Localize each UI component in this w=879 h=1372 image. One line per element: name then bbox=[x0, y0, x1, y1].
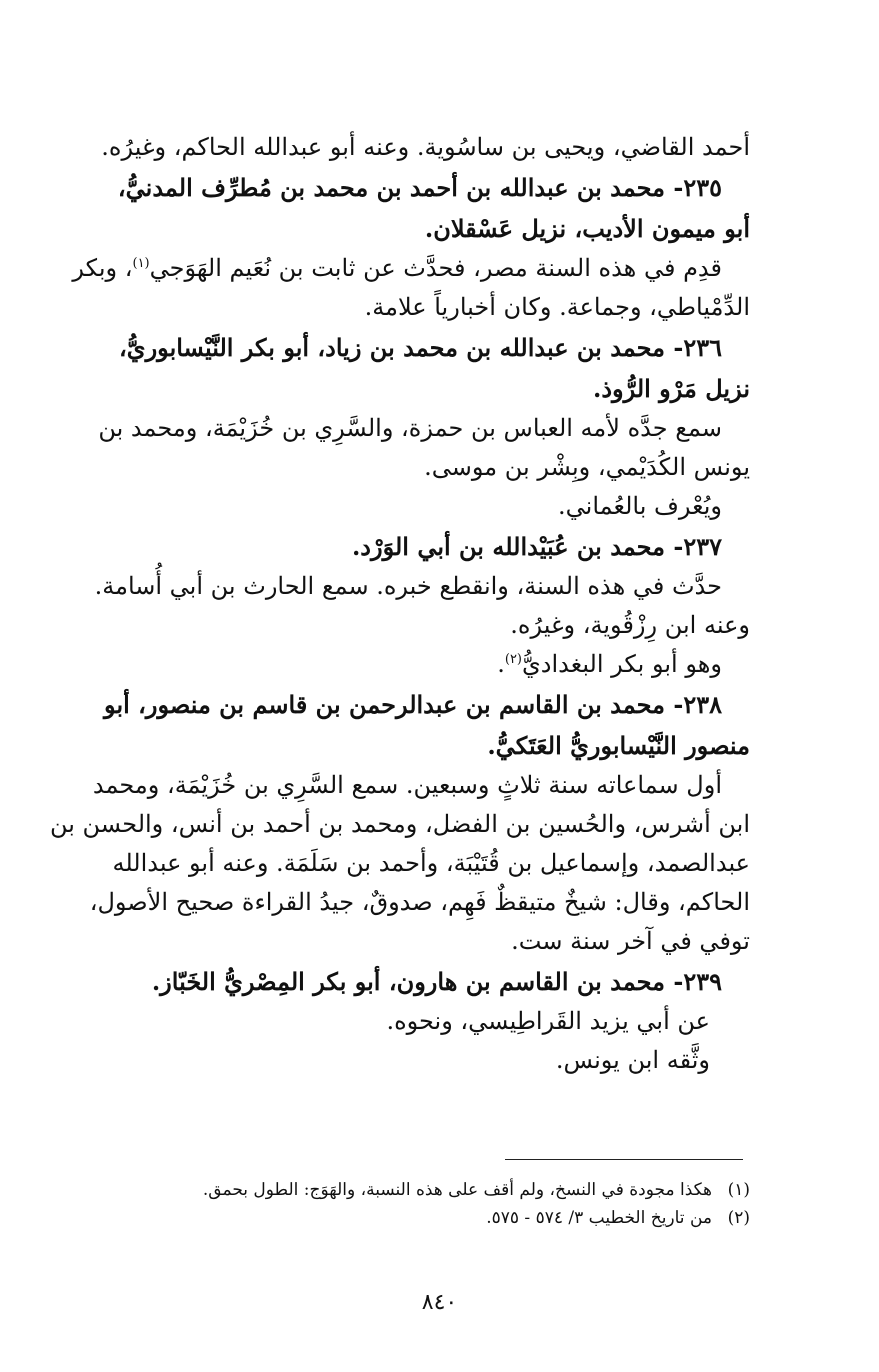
entry-heading-236: ٢٣٦- محمد بن عبدالله بن محمد بن زياد، أبو بكر النَّيْسابوريُّ، bbox=[119, 333, 722, 362]
text-segment: ، وبكر bbox=[72, 254, 133, 282]
text-line bbox=[100, 645, 750, 684]
text-line: عبدالصمد، وإسماعيل بن قُتَيْبَة، وأحمد بن سَلَمَة. وعنه أبو عبدالله bbox=[112, 849, 750, 877]
footnote-number: (١) bbox=[727, 1180, 750, 1200]
text-segment: وهو أبو بكر البغداديُّ bbox=[522, 650, 722, 678]
text-line: سمع جدَّه لأمه العباس بن حمزة، والسَّرِي بن خُزَيْمَة، ومحمد بن bbox=[98, 414, 722, 442]
entry-heading-239: ٢٣٩- محمد بن القاسم بن هارون، أبو بكر المِصْريُّ الخَبّاز. bbox=[151, 967, 722, 996]
footnotes bbox=[100, 1176, 750, 1232]
text-line: ويُعْرف بالعُماني. bbox=[558, 492, 722, 520]
text-line: وثَّقه ابن يونس. bbox=[555, 1046, 710, 1074]
text-line: يونس الكُدَيْمي، وبِشْر بن موسى. bbox=[424, 453, 750, 481]
footnote-text: هكذا مجودة في النسخ، ولم أقف على هذه النسبة، والهَوَج: الطول بحمق. bbox=[202, 1180, 712, 1200]
text-line bbox=[72, 249, 750, 288]
footnote-2 bbox=[100, 1204, 750, 1232]
text-line: أحمد القاضي، ويحيى بن ساسُوية. وعنه أبو عبدالله الحاكم، وغيرُه. bbox=[101, 133, 750, 161]
footnote-text: من تاريخ الخطيب ٣/ ٥٧٤ - ٥٧٥. bbox=[486, 1208, 712, 1228]
main-text bbox=[49, 128, 750, 1080]
text-segment: . bbox=[497, 650, 505, 678]
entry-heading-238-cont: منصور النَّيْسابوريُّ العَتَكيُّ. bbox=[487, 731, 750, 760]
footnote-number: (٢) bbox=[727, 1208, 750, 1228]
text-line: عن أبي يزيد القَراطِيسي، ونحوه. bbox=[386, 1007, 710, 1035]
text-line: أول سماعاته سنة ثلاثٍ وسبعين. سمع السَّرِي بن خُزَيْمَة، ومحمد bbox=[92, 771, 722, 799]
entry-heading-236-cont: نزيل مَرْو الرُّوذ. bbox=[592, 374, 750, 403]
text-line: توفي في آخر سنة ست. bbox=[511, 927, 750, 955]
entry-heading-235-cont: أبو ميمون الأديب، نزيل عَسْقلان. bbox=[424, 214, 750, 243]
footnote-ref-2[interactable]: (٢) bbox=[504, 652, 522, 667]
text-line: وعنه ابن رِزْقُوية، وغيرُه. bbox=[510, 611, 750, 639]
text-line: ابن أشرس، والحُسين بن الفضل، ومحمد بن أحمد بن أنس، والحسن بن bbox=[49, 810, 750, 838]
footnote-ref-1[interactable]: (١) bbox=[132, 256, 150, 271]
text-line: الحاكم، وقال: شيخٌ متيقظٌ فَهِم، صدوقٌ، جيدُ القراءة صحيح الأصول، bbox=[89, 888, 750, 916]
entry-heading-235: ٢٣٥- محمد بن عبدالله بن أحمد بن محمد بن مُطرِّف المدنيُّ، bbox=[117, 173, 722, 202]
text-line: حدَّث في هذه السنة، وانقطع خبره. سمع الحارث بن أبي أُسامة. bbox=[94, 572, 722, 600]
text-segment: قدِم في هذه السنة مصر، فحدَّث عن ثابت بن نُعَيم الهَوَجي bbox=[149, 254, 722, 282]
footnote-divider bbox=[505, 1159, 743, 1160]
page-number: ٨٤٠ bbox=[421, 1290, 458, 1315]
footnote-1 bbox=[100, 1176, 750, 1204]
entry-heading-238: ٢٣٨- محمد بن القاسم بن عبدالرحمن بن قاسم بن منصور، أبو bbox=[104, 690, 722, 719]
entry-heading-237: ٢٣٧- محمد بن عُبَيْدالله بن أبي الوَرْد. bbox=[351, 532, 722, 561]
text-line: الدِّمْياطي، وجماعة. وكان أخبارياً علامة. bbox=[364, 293, 750, 321]
